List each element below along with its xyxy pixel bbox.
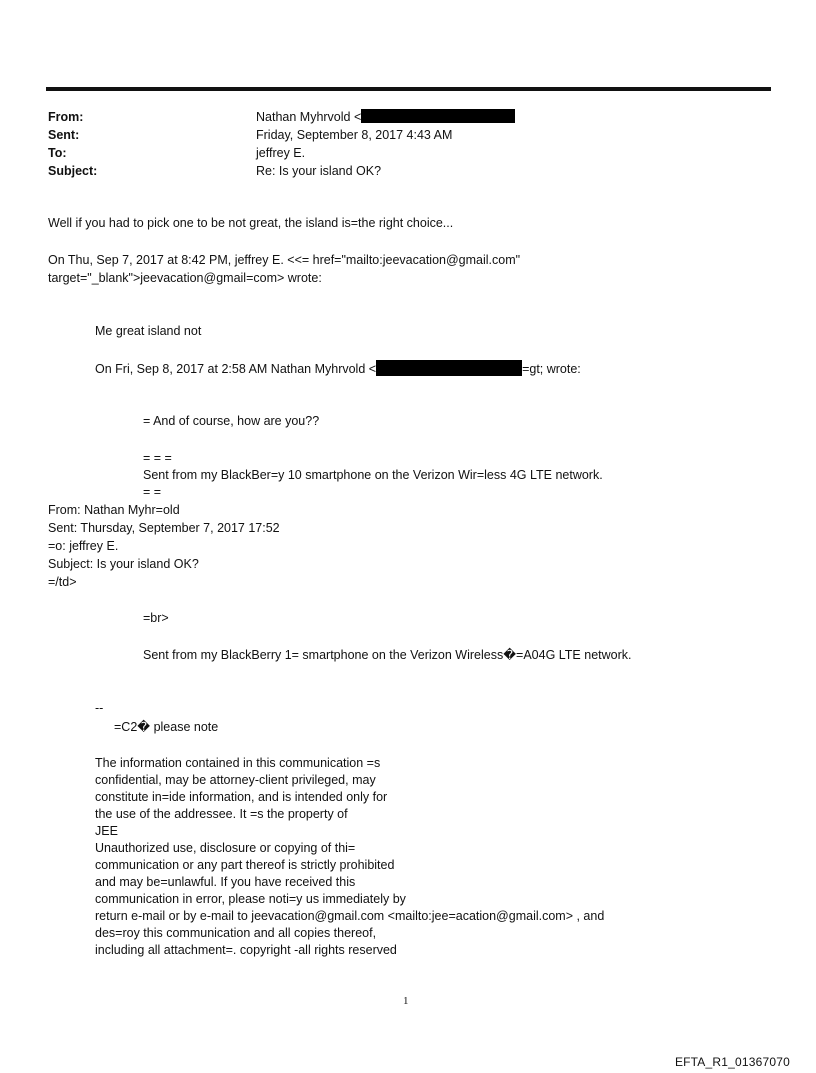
from-value: [256, 108, 515, 126]
to-value: jeffrey E.: [256, 146, 306, 160]
header-subject-row: [48, 162, 608, 180]
reply-text: Well if you had to pick one to be not great, the island is=the right choice...: [48, 216, 454, 230]
disclaimer-line: return e-mail or by e-mail to jeevacation@gmail.com <mailto:jee=acation@gmail.com> , and: [95, 909, 605, 923]
disclaimer-line: des=roy this communication and all copies thereof,: [95, 926, 377, 940]
me-great-text: Me great island not: [95, 324, 202, 338]
disclaimer-line: Unauthorized use, disclosure or copying of thi=: [95, 841, 356, 855]
eq-two: = =: [143, 485, 162, 499]
fwd-td: =/td>: [48, 575, 77, 589]
eq-three: = = =: [143, 451, 172, 465]
disclaimer-line: the use of the addressee. It =s the property of: [95, 807, 348, 821]
header-to-row: [48, 144, 608, 162]
fwd-subject: Subject: Is your island OK?: [48, 557, 199, 571]
quote2-line: [95, 360, 581, 378]
please-note: =C2� please note: [114, 720, 219, 734]
quote2-prefix: On Fri, Sep 8, 2017 at 2:58 AM Nathan Myhrvold <: [95, 362, 377, 376]
redaction-bar: [376, 360, 522, 376]
disclaimer-line: confidential, may be attorney-client privileged, may: [95, 773, 376, 787]
and-of-course-text: = And of course, how are you??: [143, 414, 320, 428]
sent-value: Friday, September 8, 2017 4:43 AM: [256, 128, 453, 142]
page-number: 1: [403, 995, 409, 1007]
to-label: To:: [48, 146, 67, 160]
disclaimer-line: JEE: [95, 824, 118, 838]
disclaimer-line: communication or any part thereof is strictly prohibited: [95, 858, 395, 872]
from-name: Nathan Myhrvold <: [256, 110, 362, 124]
subject-value: Re: Is your island OK?: [256, 164, 382, 178]
header-from-row: [48, 108, 608, 126]
disclaimer-line: communication in error, please noti=y us immediately by: [95, 892, 406, 906]
disclaimer-line: constitute in=ide information, and is intended only for: [95, 790, 388, 804]
disclaimer-line: and may be=unlawful. If you have received this: [95, 875, 356, 889]
quote1-line2: target="_blank">jeevacation@gmail=com> wrote:: [48, 271, 322, 285]
document-id: EFTA_R1_01367070: [674, 1055, 790, 1069]
fwd-sent: Sent: Thursday, September 7, 2017 17:52: [48, 521, 280, 535]
sent-label: Sent:: [48, 128, 80, 142]
disclaimer-line: including all attachment=. copyright -all rights reserved: [95, 943, 397, 957]
fwd-from: From: Nathan Myhr=old: [48, 503, 180, 517]
sent-from-1: Sent from my BlackBer=y 10 smartphone on the Verizon Wir=less 4G LTE network.: [143, 468, 603, 482]
header-rule: [46, 87, 771, 91]
subject-label: Subject:: [48, 164, 98, 178]
from-label: From:: [48, 110, 84, 124]
br-text: =br>: [143, 611, 169, 625]
signature-dashes: --: [95, 701, 104, 715]
disclaimer-line: The information contained in this communication =s: [95, 756, 381, 770]
sent-from-2: Sent from my BlackBerry 1= smartphone on the Verizon Wireless�=A04G LTE network.: [143, 648, 632, 662]
redaction-bar: [361, 109, 515, 123]
quote2-suffix: =gt; wrote:: [522, 362, 581, 376]
fwd-to: =o: jeffrey E.: [48, 539, 119, 553]
header-sent-row: [48, 126, 608, 144]
quote1-line1: On Thu, Sep 7, 2017 at 8:42 PM, jeffrey E. <<= href="mailto:jeevacation@gmail.com": [48, 253, 521, 267]
